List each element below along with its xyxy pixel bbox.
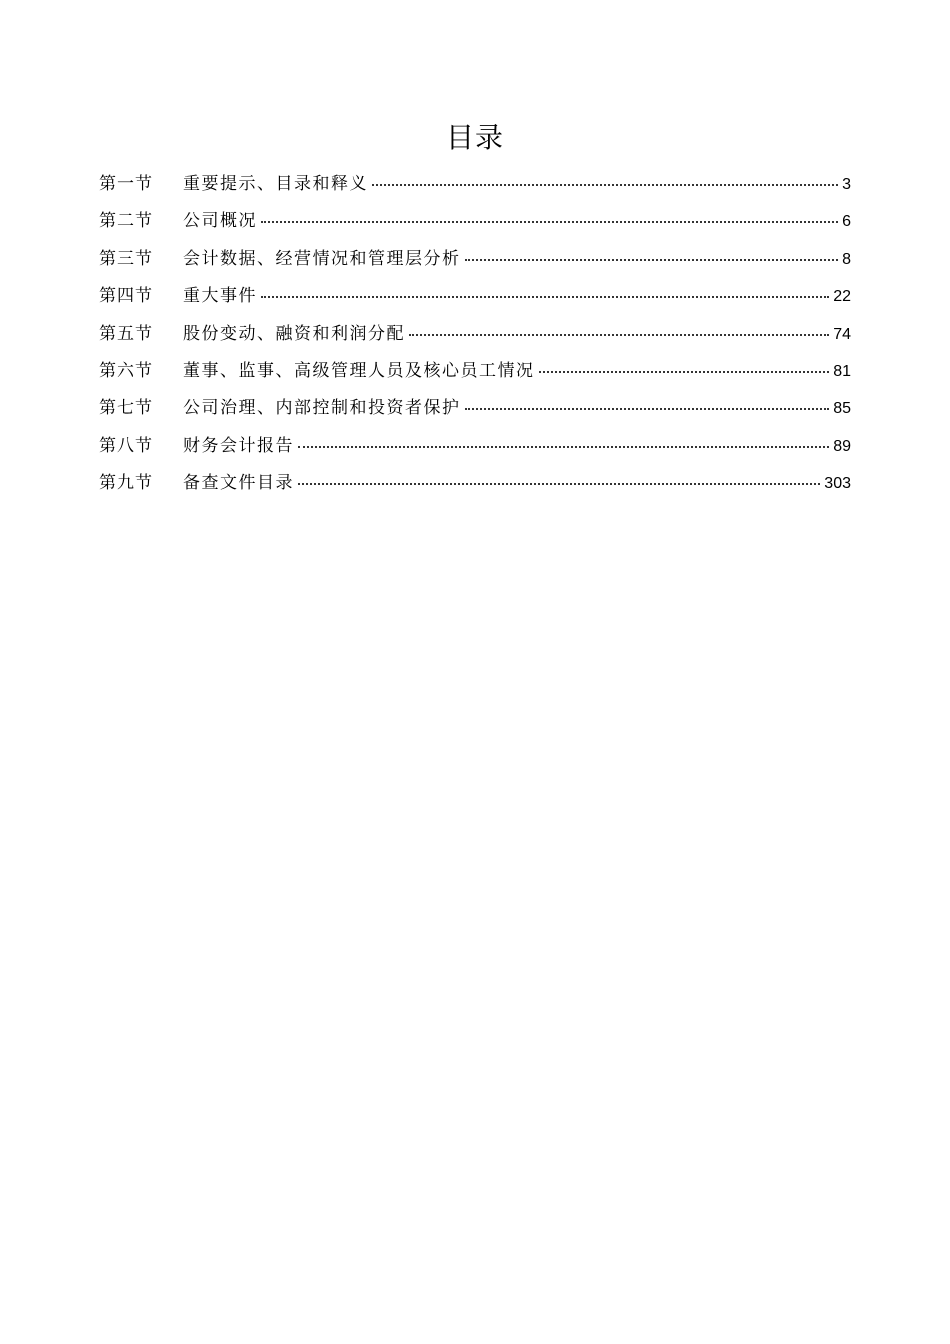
table-of-contents bbox=[99, 166, 851, 503]
dot-leader bbox=[261, 295, 829, 298]
dot-leader bbox=[409, 333, 829, 336]
dot-leader bbox=[298, 445, 829, 448]
toc-page-number: 6 bbox=[842, 213, 851, 231]
dot-leader bbox=[372, 183, 838, 186]
toc-title: 目录 bbox=[445, 121, 504, 154]
toc-entry-label: 股份变动、融资和利润分配 bbox=[183, 323, 405, 344]
toc-entry[interactable] bbox=[99, 353, 851, 390]
toc-section-number: 第三节 bbox=[99, 248, 153, 269]
toc-entry-label: 重大事件 bbox=[183, 286, 257, 307]
toc-section-number: 第六节 bbox=[99, 360, 153, 381]
toc-page-number: 303 bbox=[824, 475, 851, 493]
toc-page-number: 3 bbox=[842, 176, 851, 193]
toc-page-number: 22 bbox=[833, 288, 851, 306]
toc-entry-label: 会计数据、经营情况和管理层分析 bbox=[183, 248, 461, 269]
toc-entry-label: 董事、监事、高级管理人员及核心员工情况 bbox=[183, 360, 535, 381]
toc-entry-label: 重要提示、目录和释义 bbox=[183, 174, 368, 194]
toc-entry[interactable] bbox=[99, 428, 851, 465]
toc-entry-label: 公司治理、内部控制和投资者保护 bbox=[183, 398, 461, 419]
toc-entry-label: 备查文件目录 bbox=[183, 473, 294, 494]
dot-leader bbox=[539, 370, 830, 373]
toc-section-number: 第九节 bbox=[99, 473, 153, 494]
toc-page-number: 74 bbox=[833, 325, 851, 343]
toc-entry[interactable] bbox=[99, 278, 851, 315]
toc-entry-label: 公司概况 bbox=[183, 211, 257, 232]
dot-leader bbox=[261, 220, 838, 223]
dot-leader bbox=[298, 482, 820, 485]
toc-page-number: 8 bbox=[842, 250, 851, 268]
toc-section-number: 第五节 bbox=[99, 323, 153, 344]
toc-entry[interactable] bbox=[99, 203, 851, 240]
toc-entry[interactable] bbox=[99, 390, 851, 427]
toc-entry-label: 财务会计报告 bbox=[183, 435, 294, 456]
toc-entry[interactable] bbox=[99, 465, 851, 502]
toc-section-number: 第七节 bbox=[99, 398, 153, 419]
toc-section-number: 第八节 bbox=[99, 435, 153, 456]
toc-section-number: 第二节 bbox=[99, 211, 153, 232]
toc-entry[interactable] bbox=[99, 241, 851, 278]
toc-page-number: 85 bbox=[833, 400, 851, 418]
dot-leader bbox=[465, 407, 830, 410]
toc-page-number: 89 bbox=[833, 437, 851, 455]
dot-leader bbox=[465, 258, 839, 261]
toc-section-number: 第四节 bbox=[99, 286, 153, 307]
toc-page-number: 81 bbox=[833, 362, 851, 380]
toc-entry[interactable] bbox=[99, 166, 851, 203]
toc-entry[interactable] bbox=[99, 316, 851, 353]
toc-section-number: 第一节 bbox=[99, 174, 153, 194]
